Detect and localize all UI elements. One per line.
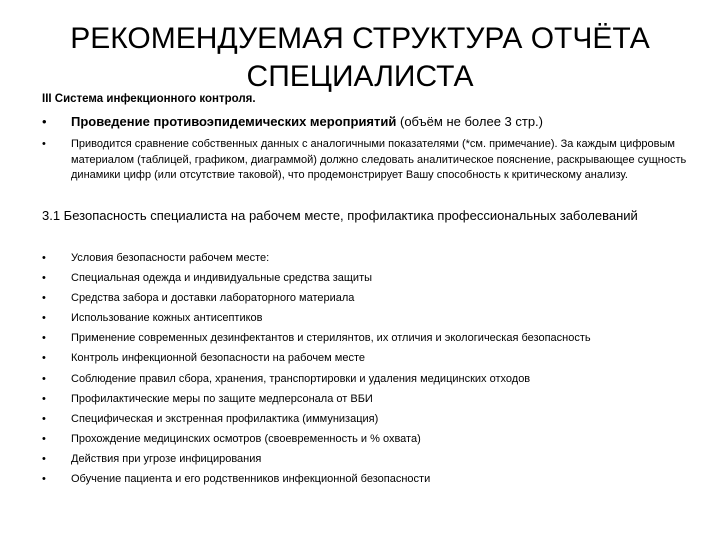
list-item xyxy=(42,308,702,328)
bullet-marker: • xyxy=(42,452,46,465)
bullet-marker: • xyxy=(42,272,46,285)
list-item xyxy=(42,113,697,131)
bullet-marker: • xyxy=(42,138,46,150)
list-item xyxy=(42,248,702,268)
list-item xyxy=(42,449,702,469)
list-item xyxy=(42,137,697,184)
bullet-marker: • xyxy=(42,432,46,445)
safety-items-list xyxy=(42,248,702,489)
list-item xyxy=(42,348,702,368)
bullet-marker: • xyxy=(42,392,46,405)
list-item-text: Контроль инфекционной безопасности на рабочем месте xyxy=(71,352,366,365)
list-item-text: Применение современных дезинфектантов и стерилянтов, их отличия и экологическая безопасность xyxy=(71,332,591,345)
slide-title: РЕКОМЕНДУЕМАЯ СТРУКТУРА ОТЧЁТА СПЕЦИАЛИСТА xyxy=(70,22,650,93)
top-bullet-list xyxy=(42,113,697,184)
bullet-marker: • xyxy=(42,352,46,365)
list-item xyxy=(42,268,702,288)
list-item xyxy=(42,328,702,348)
list-item-text: Соблюдение правил сбора, хранения, транспортировки и удаления медицинских отходов xyxy=(71,372,531,385)
list-item xyxy=(42,389,702,409)
list-item-text: Средства забора и доставки лабораторного материала xyxy=(71,292,355,305)
list-item xyxy=(42,288,702,308)
analysis-paragraph: Приводится сравнение собственных данных с аналогичными показателями (*см. примечание). За каждым цифровым материалом (таблицей, графиком, диаграммой) должно следовать аналитическое пояснение, раскрывающее сущность динамики цифр (или отсутствие таковой), что продемонстрирует Вашу способность к критическому анализу. xyxy=(71,138,687,181)
list-item xyxy=(42,369,702,389)
list-item-text: Прохождение медицинских осмотров (своевременность и % охвата) xyxy=(71,432,421,445)
section-label: III Система инфекционного контроля. xyxy=(42,93,256,105)
bullet-marker: • xyxy=(42,292,46,305)
bullet-marker: • xyxy=(42,412,46,425)
list-item xyxy=(42,429,702,449)
bullet-marker: • xyxy=(42,372,46,385)
list-item xyxy=(42,409,702,429)
list-item-text: Обучение пациента и его родственников инфекционной безопасности xyxy=(71,473,431,486)
list-item-text: Специальная одежда и индивидуальные средства защиты xyxy=(71,272,373,285)
bullet-marker: • xyxy=(42,473,46,486)
measures-heading: Проведение противоэпидемических мероприятий xyxy=(71,114,397,129)
list-item-text: Условия безопасности рабочем месте: xyxy=(71,252,270,264)
bullet-marker: • xyxy=(42,332,46,345)
bullet-marker: • xyxy=(42,114,47,129)
list-item xyxy=(42,469,702,489)
measures-volume-note: (объём не более 3 стр.) xyxy=(396,114,543,129)
list-item-text: Профилактические меры по защите медперсонала от ВБИ xyxy=(71,392,373,405)
subsection-heading: 3.1 Безопасность специалиста на рабочем месте, профилактика профессиональных заболеваний xyxy=(42,208,638,223)
bullet-marker: • xyxy=(42,252,46,264)
list-item-text: Действия при угрозе инфицирования xyxy=(71,452,262,465)
list-item-text: Использование кожных антисептиков xyxy=(71,312,263,325)
bullet-marker: • xyxy=(42,312,46,325)
list-item-text: Специфическая и экстренная профилактика (иммунизация) xyxy=(71,412,379,425)
